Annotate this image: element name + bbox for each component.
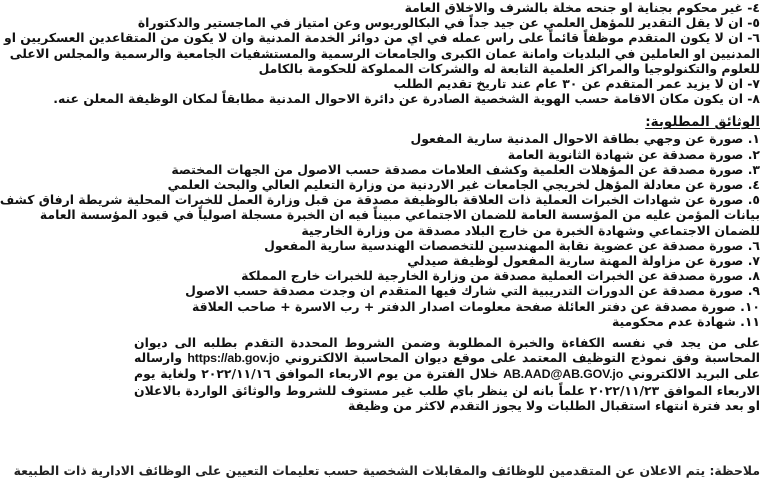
condition-6-continued-2: للعلوم والتكنولوجيا والمراكز العلمية التابعة له والشركات المملوكة للحكومة بالكامل: [258, 60, 760, 76]
document-item-6: ٦. صورة مصدقة عن عضوية نقابة المهندسين للتخصصات الهندسية سارية المفعول: [264, 237, 760, 253]
instructions-text-3: خلال الفترة من يوم الاربعاء الموافق ٢٠٢٢/١١/١٦ ولغاية يوم الاربعاء الموافق ٢٠٢٢/١١/٢٣ علماً بانه لن ينظر باي طلب غير مستوف للشروط والوثائق الواردة بالاعلان او بعد فترة انتهاء استقبال الطلبات ولا يجوز التقدم لاكثر من وظيفة: [134, 366, 760, 413]
document-item-4: ٤. صورة عن معادلة المؤهل لخريجي الجامعات غير الاردنية من وزارة التعليم العالي والبحث العلمي: [167, 177, 760, 193]
condition-7: ٧- ان لا يزيد عمر المتقدم عن ٣٠ عام عند تاريخ تقديم الطلب: [393, 76, 760, 92]
condition-6-continued: المدنيين او العاملين في البلديات وامانة عمان الكبرى والجامعات الرسمية والمستشفيات الجامعية والرسمية والمجلس الاعلى: [9, 45, 760, 61]
document-item-5: ٥. صورة عن شهادات الخبرات العملية ذات العلاقة بالوظيفة مصدقة من قبل وزارة العمل للخبرات المحلية شريطة ارفاق كشف: [0, 192, 760, 208]
document-item-8: ٨. صورة مصدقة عن الخبرات العملية مصدقة من وزارة الخارجية للخبرات خارج المملكة: [241, 268, 760, 284]
condition-8: ٨- ان يكون مكان الاقامة حسب الهوية الشخصية الصادرة عن دائرة الاحوال المدنية مطابقاً لمكان الوظيفة المعلن عنه.: [53, 91, 760, 107]
condition-4: ٤- غير محكوم بجناية او جنحه مخلة بالشرف والاخلاق العامة: [404, 0, 760, 15]
document-item-3: ٣. صورة مصدقة عن المؤهلات العلمية وكشف العلامات مصدقة حسب الاصول من الجهات المختصة: [171, 161, 760, 177]
documents-list: [0, 131, 760, 329]
website-link[interactable]: https://ab.gov.jo: [187, 351, 280, 366]
document-item-11: ١١. شهادة عدم محكومية: [611, 313, 760, 329]
note-line-cut-off: ملاحظة: يتم الاعلان عن المتقدمين للوظائف والمقابلات الشخصية حسب تعليمات التعيين على الوظائف الادارية ذات الطبيعة: [13, 463, 760, 478]
document-item-10: ١٠. صورة مصدقة عن دفتر العائلة صفحة معلومات اصدار الدفتر + رب الاسرة + صاحب العلاقة: [192, 298, 760, 314]
application-instructions: [134, 335, 760, 413]
condition-5: ٥- ان لا يقل التقدير للمؤهل العلمي عن جيد جداً في البكالوريوس وعن امتياز في الماجستير والدكتوراة: [137, 15, 760, 31]
conditions-list: [4, 0, 760, 107]
email-link[interactable]: AB.AAD@AB.GOV.jo: [503, 367, 624, 382]
document-item-9: ٩. صورة مصدقة عن الدورات التدريبية التي شارك فيها المتقدم ان وجدت مصدقة حسب الاصول: [185, 283, 760, 299]
documents-heading: الوثائق المطلوبة:: [645, 114, 760, 131]
document-item-2: ٢. صورة مصدقة عن شهادة الثانوية العامة: [507, 146, 760, 162]
document-item-7: ٧. صورة عن مزاولة المهنة سارية المفعول لوظيفة صيدلي: [407, 253, 760, 269]
document-item-5-continued: بيانات المؤمن عليه من المؤسسة العامة للضمان الاجتماعي مبيناً فيه ان الخبرة مسجلة اصولياً في قيود المؤسسة العامة: [39, 207, 760, 223]
instructions-text-1: على من يجد في نفسه الكفاءة والخبرة المطلوبة وضمن الشروط المحددة التقدم بطلبه الى ديوان المحاسبة وفق نموذج التوظيف المعتمد على موقع ديوان المحاسبة الالكتروني: [134, 335, 760, 366]
instructions-text-2: وارساله على البريد الالكتروني: [134, 350, 760, 382]
document-item-5-continued-2: للضمان الاجتماعي وشهادة الخبرة من خارج البلاد مصدقة من وزارة الخارجية: [301, 222, 760, 238]
document-item-1: ١. صورة عن وجهي بطاقة الاحوال المدنية سارية المفعول: [410, 131, 760, 147]
condition-6: ٦- ان لا يكون المتقدم موظفاً قائماً على راس عمله في اي من دوائر الخدمة المدنية وان لا يكون من المتقاعدين العسكريين او: [4, 30, 760, 46]
